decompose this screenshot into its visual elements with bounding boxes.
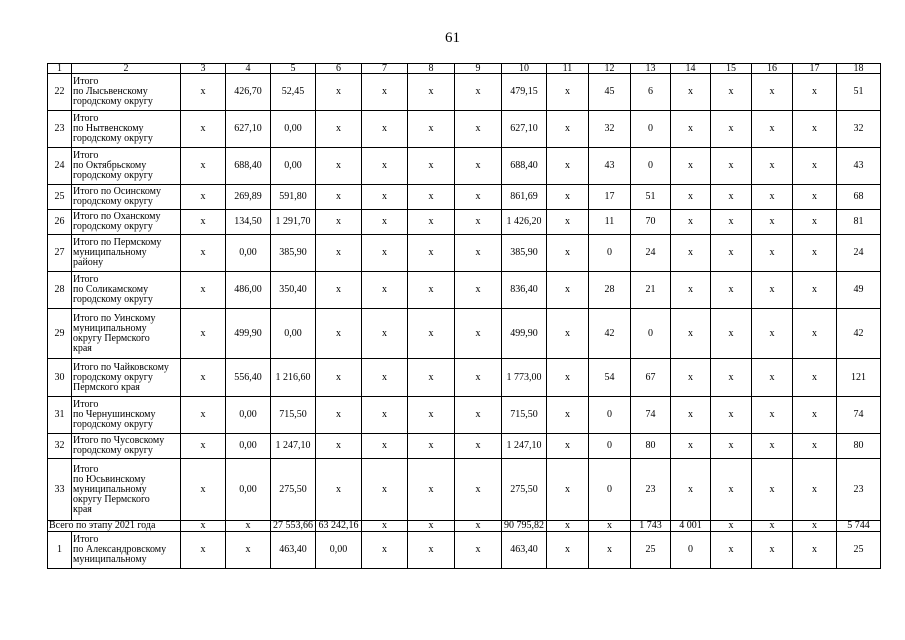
cell-c18: 32 [837, 111, 881, 148]
cell-c5: 0,00 [271, 111, 316, 148]
cell-c8: х [408, 235, 455, 272]
cell-c11: х [547, 459, 589, 521]
cell-c17: х [793, 459, 837, 521]
cell-c12: 0 [589, 397, 631, 434]
cell-c7: х [362, 210, 408, 235]
cell-c16: х [752, 434, 793, 459]
cell-c16: х [752, 272, 793, 309]
cell-c15: х [711, 434, 752, 459]
cell-c8: х [408, 185, 455, 210]
row-number: 33 [48, 459, 72, 521]
cell-c15: х [711, 359, 752, 397]
row-number: 29 [48, 309, 72, 359]
cell-c3: х [181, 210, 226, 235]
cell-c11: х [547, 74, 589, 111]
row-name: Итого по Оханскому городскому округу [72, 210, 181, 235]
cell-c11: х [547, 210, 589, 235]
cell-c15: х [711, 532, 752, 569]
row-name: Итого по Чернушинскому городскому округу [72, 397, 181, 434]
cell-c14: х [671, 309, 711, 359]
data-table [47, 63, 881, 569]
cell-c11: х [547, 397, 589, 434]
cell-c16: х [752, 148, 793, 185]
cell-c6: х [316, 272, 362, 309]
cell-c15: х [711, 235, 752, 272]
cell-c14: х [671, 210, 711, 235]
header-cell: 7 [362, 64, 408, 74]
cell-c3: х [181, 185, 226, 210]
cell-c7: х [362, 532, 408, 569]
cell-c5: 463,40 [271, 532, 316, 569]
total-c6: 63 242,16 [316, 521, 362, 532]
cell-c18: 74 [837, 397, 881, 434]
cell-c14: х [671, 74, 711, 111]
cell-c7: х [362, 74, 408, 111]
cell-c16: х [752, 111, 793, 148]
header-cell: 9 [455, 64, 502, 74]
cell-c17: х [793, 74, 837, 111]
cell-c16: х [752, 74, 793, 111]
cell-c7: х [362, 434, 408, 459]
cell-c8: х [408, 434, 455, 459]
cell-c14: х [671, 235, 711, 272]
cell-c9: х [455, 459, 502, 521]
cell-c12: 45 [589, 74, 631, 111]
row-name: Итого по Александровскому муниципальному [72, 532, 181, 569]
cell-c17: х [793, 397, 837, 434]
cell-c3: х [181, 111, 226, 148]
cell-c17: х [793, 185, 837, 210]
cell-c10: 499,90 [502, 309, 547, 359]
cell-c11: х [547, 148, 589, 185]
cell-c4: 0,00 [226, 235, 271, 272]
table-row [48, 185, 881, 210]
table-row [48, 272, 881, 309]
cell-c3: х [181, 359, 226, 397]
cell-c5: 350,40 [271, 272, 316, 309]
cell-c4: 269,89 [226, 185, 271, 210]
cell-c16: х [752, 532, 793, 569]
cell-c10: 275,50 [502, 459, 547, 521]
cell-c15: х [711, 459, 752, 521]
cell-c11: х [547, 532, 589, 569]
table-row [48, 111, 881, 148]
cell-c9: х [455, 434, 502, 459]
cell-c12: 28 [589, 272, 631, 309]
cell-c14: х [671, 434, 711, 459]
cell-c15: х [711, 309, 752, 359]
row-number: 31 [48, 397, 72, 434]
cell-c6: х [316, 359, 362, 397]
cell-c12: 54 [589, 359, 631, 397]
header-row [48, 64, 881, 74]
cell-c18: 25 [837, 532, 881, 569]
row-number: 23 [48, 111, 72, 148]
cell-c15: х [711, 111, 752, 148]
total-c14: 4 001 [671, 521, 711, 532]
cell-c12: 0 [589, 459, 631, 521]
cell-c4: х [226, 532, 271, 569]
total-c8: х [408, 521, 455, 532]
cell-c6: х [316, 210, 362, 235]
cell-c6: х [316, 434, 362, 459]
row-number: 28 [48, 272, 72, 309]
cell-c13: 67 [631, 359, 671, 397]
total-row [48, 521, 881, 532]
cell-c8: х [408, 359, 455, 397]
cell-c11: х [547, 185, 589, 210]
table-row [48, 397, 881, 434]
cell-c16: х [752, 359, 793, 397]
row-name: Итого по Октябрьскому городскому округу [72, 148, 181, 185]
table-row [48, 359, 881, 397]
cell-c18: 24 [837, 235, 881, 272]
row-name: Итого по Чусовскому городскому округу [72, 434, 181, 459]
cell-c14: х [671, 111, 711, 148]
table-row [48, 459, 881, 521]
table-body [48, 64, 881, 569]
cell-c5: 1 291,70 [271, 210, 316, 235]
cell-c9: х [455, 74, 502, 111]
row-name: Итого по Нытвенскому городскому округу [72, 111, 181, 148]
cell-c13: 23 [631, 459, 671, 521]
header-cell: 10 [502, 64, 547, 74]
cell-c14: х [671, 459, 711, 521]
cell-c17: х [793, 359, 837, 397]
cell-c6: 0,00 [316, 532, 362, 569]
cell-c13: 70 [631, 210, 671, 235]
cell-c15: х [711, 397, 752, 434]
cell-c13: 6 [631, 74, 671, 111]
cell-c7: х [362, 459, 408, 521]
cell-c3: х [181, 459, 226, 521]
cell-c4: 426,70 [226, 74, 271, 111]
cell-c16: х [752, 185, 793, 210]
table-row [48, 148, 881, 185]
cell-c13: 21 [631, 272, 671, 309]
total-c13: 1 743 [631, 521, 671, 532]
cell-c5: 275,50 [271, 459, 316, 521]
cell-c3: х [181, 532, 226, 569]
cell-c16: х [752, 397, 793, 434]
cell-c15: х [711, 185, 752, 210]
cell-c18: 49 [837, 272, 881, 309]
total-c5: 27 553,66 [271, 521, 316, 532]
cell-c7: х [362, 235, 408, 272]
header-cell: 11 [547, 64, 589, 74]
cell-c9: х [455, 185, 502, 210]
row-name: Итого по Чайковскому городскому округу Пермского края [72, 359, 181, 397]
table-row [48, 434, 881, 459]
cell-c7: х [362, 359, 408, 397]
header-cell: 15 [711, 64, 752, 74]
row-number: 24 [48, 148, 72, 185]
total-c7: х [362, 521, 408, 532]
total-c12: х [589, 521, 631, 532]
cell-c17: х [793, 272, 837, 309]
row-name: Итого по Осинскому городскому округу [72, 185, 181, 210]
total-label: Всего по этапу 2021 года [48, 521, 181, 532]
cell-c8: х [408, 148, 455, 185]
cell-c10: 861,69 [502, 185, 547, 210]
cell-c16: х [752, 210, 793, 235]
cell-c6: х [316, 185, 362, 210]
cell-c11: х [547, 434, 589, 459]
cell-c10: 385,90 [502, 235, 547, 272]
row-number: 1 [48, 532, 72, 569]
cell-c8: х [408, 74, 455, 111]
cell-c7: х [362, 397, 408, 434]
cell-c4: 499,90 [226, 309, 271, 359]
cell-c9: х [455, 309, 502, 359]
header-cell: 18 [837, 64, 881, 74]
cell-c13: 80 [631, 434, 671, 459]
row-name: Итого по Уинскому муниципальному округу Пермского края [72, 309, 181, 359]
table-row [48, 532, 881, 569]
header-cell: 6 [316, 64, 362, 74]
cell-c8: х [408, 532, 455, 569]
header-cell: 17 [793, 64, 837, 74]
row-number: 27 [48, 235, 72, 272]
total-c16: х [752, 521, 793, 532]
cell-c6: х [316, 309, 362, 359]
header-cell: 16 [752, 64, 793, 74]
cell-c3: х [181, 74, 226, 111]
cell-c10: 688,40 [502, 148, 547, 185]
cell-c18: 81 [837, 210, 881, 235]
cell-c13: 24 [631, 235, 671, 272]
cell-c17: х [793, 235, 837, 272]
cell-c13: 74 [631, 397, 671, 434]
row-number: 25 [48, 185, 72, 210]
cell-c12: х [589, 532, 631, 569]
cell-c9: х [455, 272, 502, 309]
total-c11: х [547, 521, 589, 532]
cell-c6: х [316, 459, 362, 521]
cell-c8: х [408, 272, 455, 309]
total-c10: 90 795,82 [502, 521, 547, 532]
cell-c9: х [455, 397, 502, 434]
cell-c17: х [793, 532, 837, 569]
header-cell: 2 [72, 64, 181, 74]
cell-c5: 591,80 [271, 185, 316, 210]
cell-c4: 0,00 [226, 459, 271, 521]
cell-c16: х [752, 459, 793, 521]
table-row [48, 235, 881, 272]
cell-c18: 23 [837, 459, 881, 521]
cell-c12: 32 [589, 111, 631, 148]
cell-c6: х [316, 397, 362, 434]
cell-c3: х [181, 148, 226, 185]
row-name: Итого по Юсьвинскому муниципальному округу Пермского края [72, 459, 181, 521]
cell-c14: х [671, 185, 711, 210]
cell-c5: 1 216,60 [271, 359, 316, 397]
cell-c7: х [362, 185, 408, 210]
cell-c18: 43 [837, 148, 881, 185]
cell-c3: х [181, 434, 226, 459]
cell-c17: х [793, 111, 837, 148]
cell-c15: х [711, 210, 752, 235]
cell-c18: 121 [837, 359, 881, 397]
cell-c10: 715,50 [502, 397, 547, 434]
cell-c17: х [793, 210, 837, 235]
total-c17: х [793, 521, 837, 532]
cell-c4: 134,50 [226, 210, 271, 235]
row-number: 32 [48, 434, 72, 459]
cell-c9: х [455, 532, 502, 569]
row-name: Итого по Соликамскому городскому округу [72, 272, 181, 309]
cell-c8: х [408, 111, 455, 148]
page-number: 61 [445, 30, 460, 46]
cell-c5: 1 247,10 [271, 434, 316, 459]
row-number: 30 [48, 359, 72, 397]
cell-c8: х [408, 459, 455, 521]
cell-c8: х [408, 397, 455, 434]
header-cell: 14 [671, 64, 711, 74]
cell-c17: х [793, 434, 837, 459]
cell-c3: х [181, 397, 226, 434]
cell-c18: 68 [837, 185, 881, 210]
cell-c10: 1 247,10 [502, 434, 547, 459]
total-c15: х [711, 521, 752, 532]
cell-c6: х [316, 148, 362, 185]
cell-c4: 556,40 [226, 359, 271, 397]
cell-c13: 0 [631, 148, 671, 185]
cell-c12: 42 [589, 309, 631, 359]
cell-c4: 0,00 [226, 434, 271, 459]
total-c18: 5 744 [837, 521, 881, 532]
cell-c14: х [671, 359, 711, 397]
cell-c14: 0 [671, 532, 711, 569]
cell-c5: 52,45 [271, 74, 316, 111]
cell-c4: 688,40 [226, 148, 271, 185]
cell-c5: 715,50 [271, 397, 316, 434]
cell-c18: 80 [837, 434, 881, 459]
cell-c12: 43 [589, 148, 631, 185]
cell-c6: х [316, 235, 362, 272]
cell-c5: 385,90 [271, 235, 316, 272]
total-c4: х [226, 521, 271, 532]
cell-c12: 0 [589, 235, 631, 272]
cell-c3: х [181, 235, 226, 272]
cell-c9: х [455, 359, 502, 397]
total-c9: х [455, 521, 502, 532]
cell-c18: 51 [837, 74, 881, 111]
cell-c15: х [711, 272, 752, 309]
cell-c10: 1 773,00 [502, 359, 547, 397]
table-row [48, 74, 881, 111]
cell-c7: х [362, 309, 408, 359]
cell-c16: х [752, 235, 793, 272]
cell-c11: х [547, 359, 589, 397]
cell-c17: х [793, 309, 837, 359]
cell-c13: 51 [631, 185, 671, 210]
cell-c10: 1 426,20 [502, 210, 547, 235]
cell-c9: х [455, 210, 502, 235]
cell-c7: х [362, 148, 408, 185]
cell-c6: х [316, 74, 362, 111]
cell-c8: х [408, 309, 455, 359]
header-cell: 1 [48, 64, 72, 74]
cell-c14: х [671, 148, 711, 185]
cell-c3: х [181, 309, 226, 359]
cell-c9: х [455, 111, 502, 148]
row-name: Итого по Лысьвенскому городскому округу [72, 74, 181, 111]
header-cell: 8 [408, 64, 455, 74]
cell-c12: 0 [589, 434, 631, 459]
cell-c13: 25 [631, 532, 671, 569]
header-cell: 12 [589, 64, 631, 74]
cell-c15: х [711, 148, 752, 185]
table-row [48, 309, 881, 359]
cell-c13: 0 [631, 111, 671, 148]
cell-c16: х [752, 309, 793, 359]
cell-c3: х [181, 272, 226, 309]
cell-c11: х [547, 235, 589, 272]
header-cell: 4 [226, 64, 271, 74]
table-row [48, 210, 881, 235]
cell-c9: х [455, 235, 502, 272]
cell-c11: х [547, 111, 589, 148]
cell-c12: 11 [589, 210, 631, 235]
cell-c7: х [362, 272, 408, 309]
cell-c8: х [408, 210, 455, 235]
row-name: Итого по Пермскому муниципальному району [72, 235, 181, 272]
cell-c14: х [671, 272, 711, 309]
cell-c13: 0 [631, 309, 671, 359]
cell-c7: х [362, 111, 408, 148]
cell-c18: 42 [837, 309, 881, 359]
header-cell: 3 [181, 64, 226, 74]
cell-c10: 479,15 [502, 74, 547, 111]
cell-c4: 486,00 [226, 272, 271, 309]
cell-c10: 627,10 [502, 111, 547, 148]
cell-c10: 836,40 [502, 272, 547, 309]
cell-c10: 463,40 [502, 532, 547, 569]
row-number: 26 [48, 210, 72, 235]
total-c3: х [181, 521, 226, 532]
cell-c17: х [793, 148, 837, 185]
row-number: 22 [48, 74, 72, 111]
cell-c4: 0,00 [226, 397, 271, 434]
cell-c5: 0,00 [271, 148, 316, 185]
header-cell: 13 [631, 64, 671, 74]
cell-c11: х [547, 272, 589, 309]
cell-c4: 627,10 [226, 111, 271, 148]
cell-c11: х [547, 309, 589, 359]
cell-c15: х [711, 74, 752, 111]
cell-c14: х [671, 397, 711, 434]
cell-c12: 17 [589, 185, 631, 210]
cell-c5: 0,00 [271, 309, 316, 359]
cell-c6: х [316, 111, 362, 148]
cell-c9: х [455, 148, 502, 185]
header-cell: 5 [271, 64, 316, 74]
